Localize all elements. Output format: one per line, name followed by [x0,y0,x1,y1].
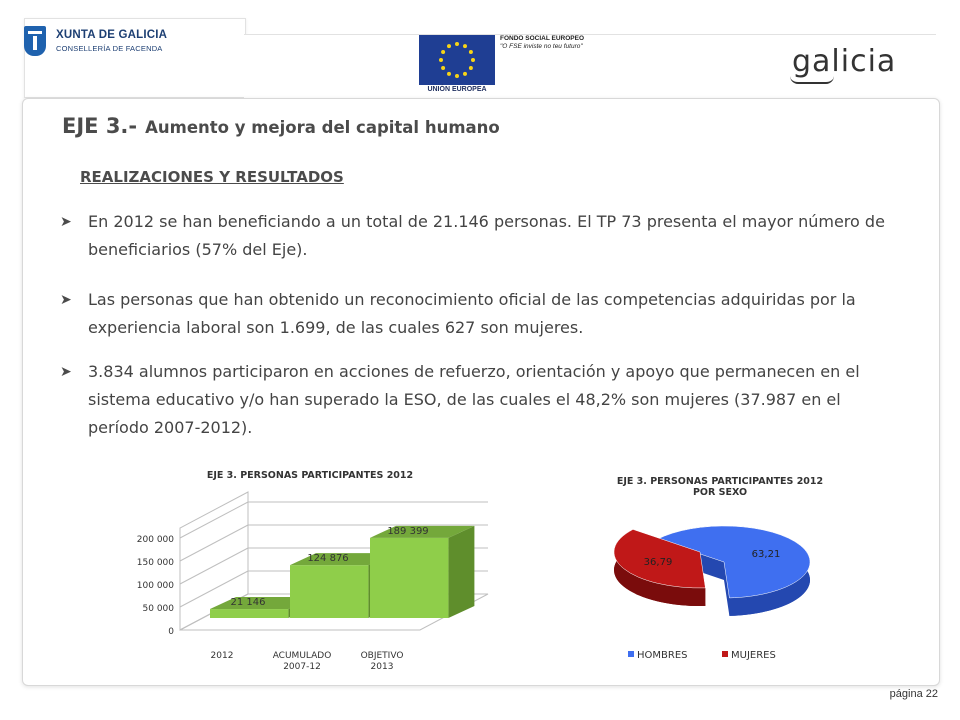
page-number: página 22 [889,688,938,700]
galicia-swoosh-icon [790,76,834,84]
eu-star-icon [455,74,459,78]
page-title [62,114,500,138]
bullet-text: 3.834 alumnos participaron en acciones de refuerzo, orientación y apoyo que permanecen en el sistema educativo y/o han superado la ESO, de las cuales el 48,2% son mujeres (37.987 en el período 2007-2012). [88,362,860,437]
page-title-subtitle: Aumento y mejora del capital humano [145,118,500,137]
eu-label: UNIÓN EUROPEA [427,86,487,93]
xunta-name: XUNTA DE GALICIA [56,29,168,41]
bullet-text: En 2012 se han beneficiando a un total de 21.146 personas. El TP 73 presenta el mayor número de beneficiarios (57% del Eje). [88,212,885,259]
eu-star-icon [447,44,451,48]
pie-chart [600,510,840,670]
eu-star-icon [463,44,467,48]
bar-chart-title: EJE 3. PERSONAS PARTICIPANTES 2012 [206,470,414,481]
eu-stars [419,35,495,85]
bullet-item [60,286,900,342]
x-tick-label: 2013 [370,662,394,672]
bar [210,609,288,618]
pie-chart-title [560,476,880,498]
bullet-text: Las personas que han obtenido un reconocimiento oficial de las competencias adquiridas por la experiencia laboral son 1.699, de las cuales 627 son mujeres. [88,290,856,337]
legend-label: MUJERES [731,650,776,661]
page-title-eje: EJE 3.- [62,114,138,138]
eu-flag-icon [419,35,495,85]
pie-chart-title-line: POR SEXO [692,487,748,498]
bullet-item [60,358,900,442]
legend-swatch [628,651,634,657]
eu-star-icon [463,72,467,76]
y-tick-label: 150 000 [136,558,174,568]
eu-star-icon [447,72,451,76]
section-heading: REALIZACIONES Y RESULTADOS [80,168,344,186]
data-label: 189 399 [387,525,429,537]
x-tick-label: ACUMULADO [272,651,332,661]
x-tick-label: OBJETIVO [360,651,404,661]
arrow-bullet-icon: ➤ [60,214,72,230]
bar-chart [120,488,500,688]
eu-star-icon [441,50,445,54]
data-label: 36,79 [643,557,673,569]
y-tick-label: 0 [168,627,174,637]
pie-chart-title-line: EJE 3. PERSONAS PARTICIPANTES 2012 [616,476,824,487]
legend-swatch [722,651,728,657]
xunta-department: CONSELLERÍA DE FACENDA [56,44,163,53]
y-tick-label: 100 000 [136,581,174,591]
bar [370,538,448,618]
x-tick-label: 2007-12 [283,662,321,672]
bar [290,565,368,618]
eu-star-icon [441,66,445,70]
y-tick-label: 50 000 [142,604,174,614]
x-tick-label: 2012 [210,651,234,661]
eu-star-icon [471,58,475,62]
eu-star-icon [469,50,473,54]
bar-side [448,526,474,618]
eu-star-icon [469,66,473,70]
fse-motto: "O FSE inviste no teu futuro" [500,43,583,50]
legend-label: HOMBRES [637,650,688,661]
bullet-item [60,208,900,264]
arrow-bullet-icon: ➤ [60,292,72,308]
eu-star-icon [455,42,459,46]
galicia-logo: galicia [792,44,897,79]
fse-title: FONDO SOCIAL EUROPEO [500,35,585,42]
xunta-emblem-icon [24,26,46,56]
y-tick-label: 200 000 [136,535,174,545]
data-label: 124 876 [307,553,349,565]
arrow-bullet-icon: ➤ [60,364,72,380]
data-label: 63,21 [751,548,781,560]
eu-star-icon [439,58,443,62]
data-label: 21 146 [230,597,266,609]
